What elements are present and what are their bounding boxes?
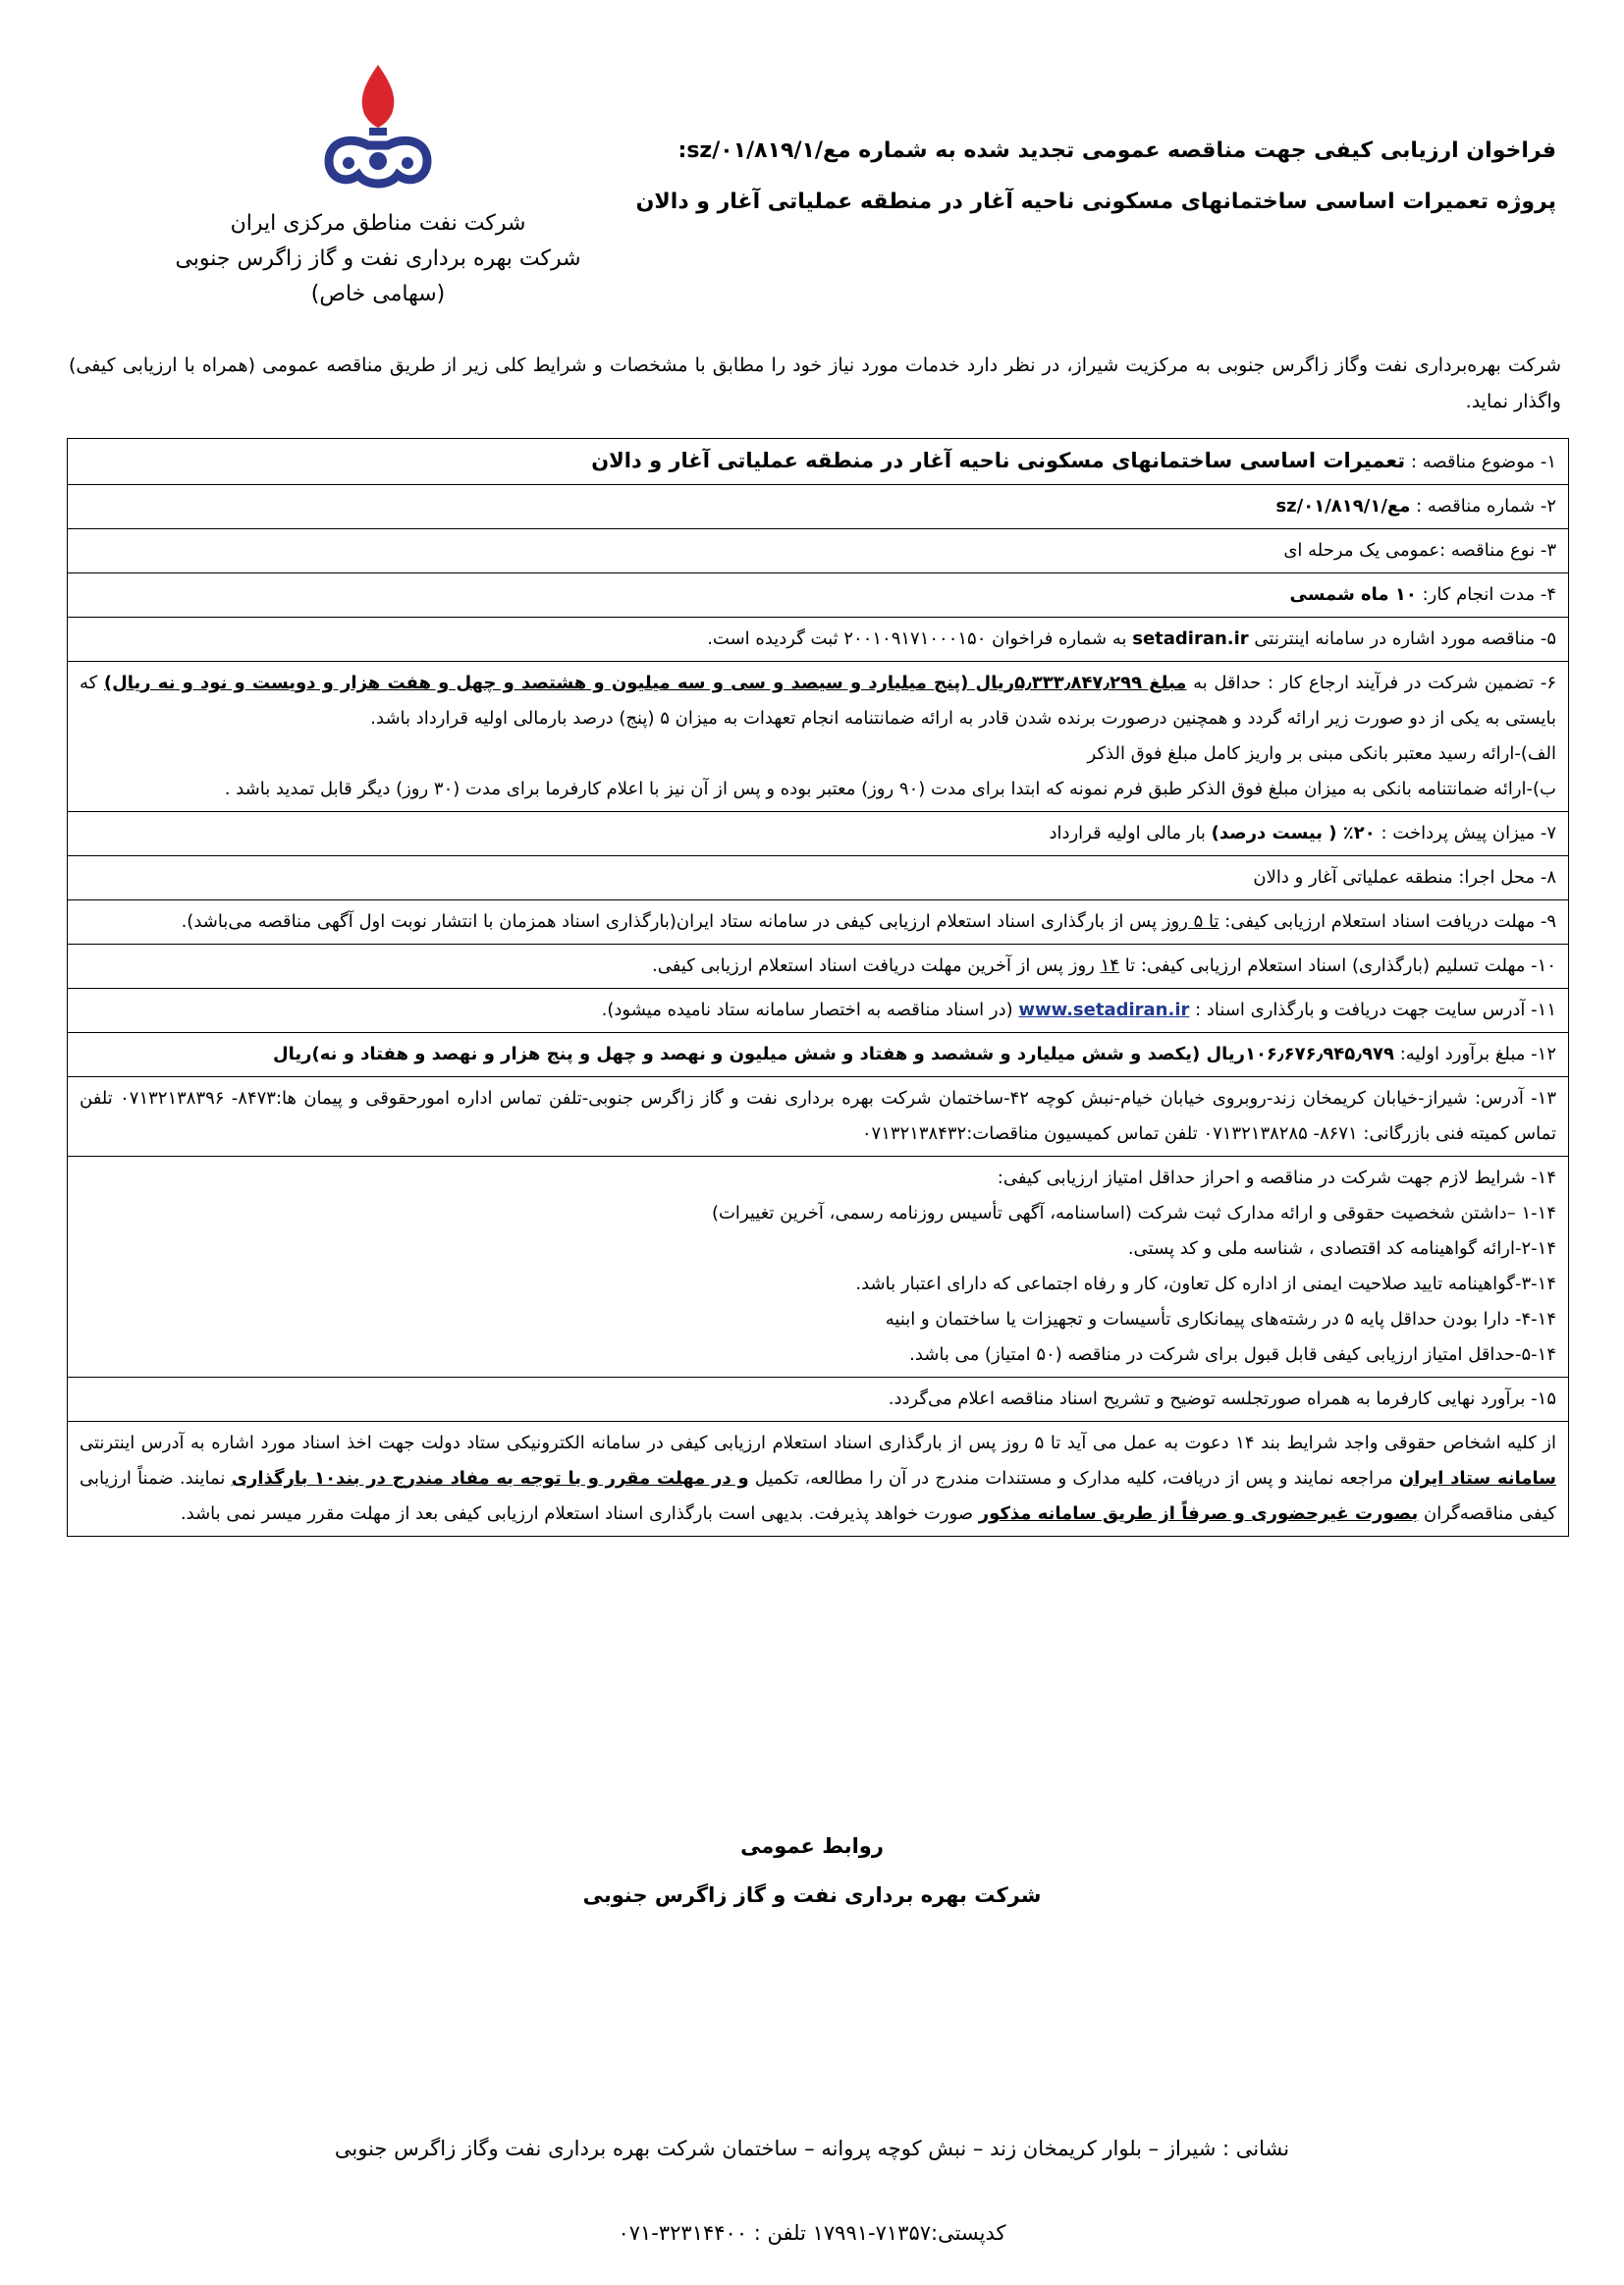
item-4-duration — [68, 573, 1568, 618]
online-emphasis: بصورت غیرحضوری و صرفاً از طریق سامانه مذکور — [978, 1503, 1419, 1524]
requirement-1: ۱-۱۴ –داشتن شخصیت حقوقی و ارائه مدارک ثبت شرکت (اساسنامه، آگهی تأسیس روزنامه رسمی، آخرین تغییرات) — [711, 1203, 1556, 1224]
tender-conditions-table — [67, 438, 1569, 1537]
item-value: مع/۰۱/۸۱۹/۱/sz — [1275, 496, 1411, 517]
item-value: ۲۰٪ ( بیست درصد) — [1211, 823, 1376, 843]
item-text: ۸- محل اجرا: منطقه عملیاتی آغار و دالان — [1253, 867, 1556, 888]
company-name-2: شرکت بهره برداری نفت و گاز زاگرس جنوبی — [175, 246, 581, 271]
title-block — [635, 126, 1556, 228]
item-3-tender-type — [68, 529, 1568, 573]
guarantee-option-a: الف)-ارائه رسید معتبر بانکی مبنی بر واریز کامل مبلغ فوق الذکر — [1087, 743, 1556, 764]
requirement-2: ۲-۱۴-ارائه گواهینامه کد اقتصادی ، شناسه ملی و کد پستی. — [1127, 1238, 1556, 1259]
guarantee-amount: مبلغ ۵٫۳۳۳٫۸۴۷٫۲۹۹ریال (پنج میلیارد و سیصد و سی و سه میلیون و هشتصد و چهل و هفت هزار و دویست و نود و نه ریال) — [103, 673, 1187, 693]
item-label: ۱- موضوع مناقصه : — [1410, 452, 1556, 472]
item-label: ۹- مهلت دریافت اسناد استعلام ارزیابی کیفی: — [1224, 911, 1556, 932]
item-label: ۷- میزان پیش پرداخت : — [1380, 823, 1556, 843]
item-label: ۱۱- آدرس سایت جهت دریافت و بارگذاری اسناد : — [1195, 1000, 1556, 1020]
item-value: ۱۴ — [1100, 955, 1119, 976]
site-name: setadiran.ir — [1132, 628, 1249, 649]
item-1-subject — [68, 439, 1568, 485]
requirement-5: ۵-۱۴-حداقل امتیاز ارزیابی کیفی قابل قبول برای شرکت در مناقصه (۵۰ امتیاز) می باشد. — [909, 1344, 1556, 1365]
item-value: تا ۵ روز — [1162, 911, 1219, 932]
item-13-address — [68, 1077, 1568, 1157]
item-6-guarantee — [68, 662, 1568, 812]
item-text: ۳- نوع مناقصه :عمومی یک مرحله ای — [1283, 540, 1556, 561]
item-text: ۵- مناقصه مورد اشاره در سامانه اینترنتی — [1254, 628, 1556, 649]
item-9-document-deadline — [68, 900, 1568, 945]
item-text: ۶- تضمین شرکت در فرآیند ارجاع کار : حداقل به — [1193, 673, 1556, 693]
item-text: بار مالی اولیه قرارداد — [1049, 823, 1206, 843]
requirement-4: ۴-۱۴- دارا بودن حداقل پایه ۵ در رشته‌های پیمانکاری تأسیسات و تجهیزات یا ساختمان و ابنیه — [885, 1309, 1556, 1330]
item-value: ۱۰۶٫۶۷۶٫۹۴۵٫۹۷۹ریال (یکصد و شش میلیارد و ششصد و هفتاد و شش میلیون و نهصد و چهل و پنج هزار و نهصد و هفتاد و نه)ریال — [273, 1044, 1394, 1064]
item-2-tender-number — [68, 485, 1568, 529]
item-7-prepayment — [68, 812, 1568, 856]
item-15-final-estimate — [68, 1378, 1568, 1422]
item-text: از کلیه اشخاص حقوقی واجد شرایط بند ۱۴ دعوت به عمل می آید تا ۵ روز پس از بارگذاری اسناد استعلام ارزیابی کیفی در سامانه الکترونیکی ستاد دولت جهت اخذ اسناد مورد اشاره به آدرس اینترنتی — [80, 1433, 1556, 1453]
deadline-emphasis: و در مهلت مقرر و با توجه به مفاد مندرج در بند۱۰ بارگذاری — [231, 1468, 749, 1489]
company-name-1: شرکت نفت مناطق مرکزی ایران — [230, 211, 526, 236]
nioc-logo-icon — [299, 59, 457, 206]
item-11-website — [68, 989, 1568, 1033]
item-label: ۲- شماره مناقصه : — [1416, 496, 1556, 517]
item-text: صورت خواهد پذیرفت. بدیهی است بارگذاری اسناد استعلام ارزیابی کیفی بعد از مهلت مقرر میسر نمی باشد. — [180, 1503, 974, 1524]
item-8-location — [68, 856, 1568, 900]
item-text: نمایند. ضمناً ارزیابی کیفی مناقصه‌گران — [80, 1468, 1556, 1524]
item-12-estimate — [68, 1033, 1568, 1077]
requirements-heading: ۱۴- شرایط لازم جهت شرکت در مناقصه و احراز حداقل امتیاز ارزیابی کیفی: — [997, 1168, 1556, 1188]
final-invitation — [68, 1422, 1568, 1536]
item-label: ۴- مدت انجام کار: — [1422, 584, 1556, 605]
item-text: (در اسناد مناقصه به اختصار سامانه ستاد نامیده میشود). — [601, 1000, 1013, 1020]
company-logo-block — [167, 59, 589, 312]
item-text: مراجعه نمایند و پس از دریافت، کلیه مدارک و مستندات مندرج در آن را مطالعه، تکمیل — [754, 1468, 1393, 1489]
tender-title: فراخوان ارزیابی کیفی جهت مناقصه عمومی تجدید شده به شماره مع/۰۱/۸۱۹/۱/sz: — [677, 138, 1556, 163]
item-text: که بایستی به یکی از دو صورت زیر ارائه گردد و همچنین درصورت برنده شدن قادر به ارائه ضمانتنامه انجام تعهدات به میزان ۵ (پنج) درصد بارمالی اولیه قرارداد باشد. — [80, 673, 1556, 729]
setadiran-link[interactable]: www.setadiran.ir — [1018, 1000, 1190, 1020]
item-value: تعمیرات اساسی ساختمانهای مسکونی ناحیه آغار در منطقه عملیاتی آغار و دالان — [591, 449, 1406, 472]
item-text: پس از بارگذاری اسناد استعلام ارزیابی کیفی در سامانه ستاد ایران(بارگذاری اسناد همزمان با انتشار نوبت اول آگهی مناقصه می‌باشد). — [181, 911, 1158, 932]
item-10-submission-deadline — [68, 945, 1568, 989]
guarantee-option-b: ب)-ارائه ضمانتنامه بانکی به میزان مبلغ فوق الذکر طبق فرم نمونه که ابتدا برای مدت (۹۰ روز) معتبر بوده و پس از آن نیز با اعلام کارفرما برای مدت (۳۰ روز) دیگر قابل تمدید باشد . — [224, 779, 1556, 799]
setad-system-name: سامانه ستاد ایران — [1398, 1468, 1556, 1489]
signature-public-relations: روابط عمومی — [740, 1834, 884, 1858]
signature-company: شرکت بهره برداری نفت و گاز زاگرس جنوبی — [582, 1883, 1042, 1907]
item-5-registration — [68, 618, 1568, 662]
item-value: ۱۰ ماه شمسی — [1289, 584, 1417, 605]
footer-address: نشانی : شیراز – بلوار کریمخان زند – نبش کوچه پروانه – ساختمان شرکت بهره برداری نفت وگاز زاگرس جنوبی — [334, 2137, 1290, 2160]
requirement-3: ۳-۱۴-گواهینامه تایید صلاحیت ایمنی از اداره کل تعاون، کار و رفاه اجتماعی که دارای اعتبار باشد. — [855, 1274, 1556, 1294]
item-label: ۱۲- مبلغ برآورد اولیه: — [1399, 1044, 1556, 1064]
project-title: پروژه تعمیرات اساسی ساختمانهای مسکونی ناحیه آغار در منطقه عملیاتی آغار و دالان — [635, 190, 1556, 214]
intro-paragraph: شرکت بهره‌برداری نفت وگاز زاگرس جنوبی به مرکزیت شیراز، در نظر دارد خدمات مورد نیاز خود را مطابق با مشخصات و شرایط کلی زیر از طریق مناقصه عمومی (همراه با ارزیابی کیفی) واگذار نماید. — [69, 354, 1561, 412]
item-text: ۱۳- آدرس: شیراز-خیابان کریمخان زند-روبروی خیابان خیام-نبش کوچه ۴۲-ساختمان شرکت بهره برداری نفت و گاز زاگرس جنوبی-تلفن تماس اداره امورحقوقی و پیمان ها:۸۴۷۳- ۰۷۱۳۲۱۳۸۳۹۶ تلفن تماس کمیته فنی بازرگانی: ۸۶۷۱- ۰۷۱۳۲۱۳۸۲۸۵ تلفن تماس کمیسیون مناقصات:۰۷۱۳۲۱۳۸۴۳۲ — [80, 1088, 1557, 1144]
item-label: ۱۰- مهلت تسلیم (بارگذاری) اسناد استعلام ارزیابی کیفی: تا — [1124, 955, 1556, 976]
item-text: روز پس از آخرین مهلت دریافت اسناد استعلام ارزیابی کیفی. — [652, 955, 1095, 976]
footer-postal: کدپستی:۷۱۳۵۷-۱۷۹۹۱ تلفن : ۳۲۳۱۴۴۰۰-۰۷۱ — [618, 2221, 1006, 2245]
company-type: (سهامی خاص) — [310, 282, 446, 306]
item-text: به شماره فراخوان ۲۰۰۱۰۹۱۷۱۰۰۰۱۵۰ ثبت گردیده است. — [707, 628, 1127, 649]
item-text: ۱۵- برآورد نهایی کارفرما به همراه صورتجلسه توضیح و تشریح اسناد مناقصه اعلام می‌گردد. — [888, 1388, 1556, 1409]
item-14-requirements — [68, 1157, 1568, 1378]
